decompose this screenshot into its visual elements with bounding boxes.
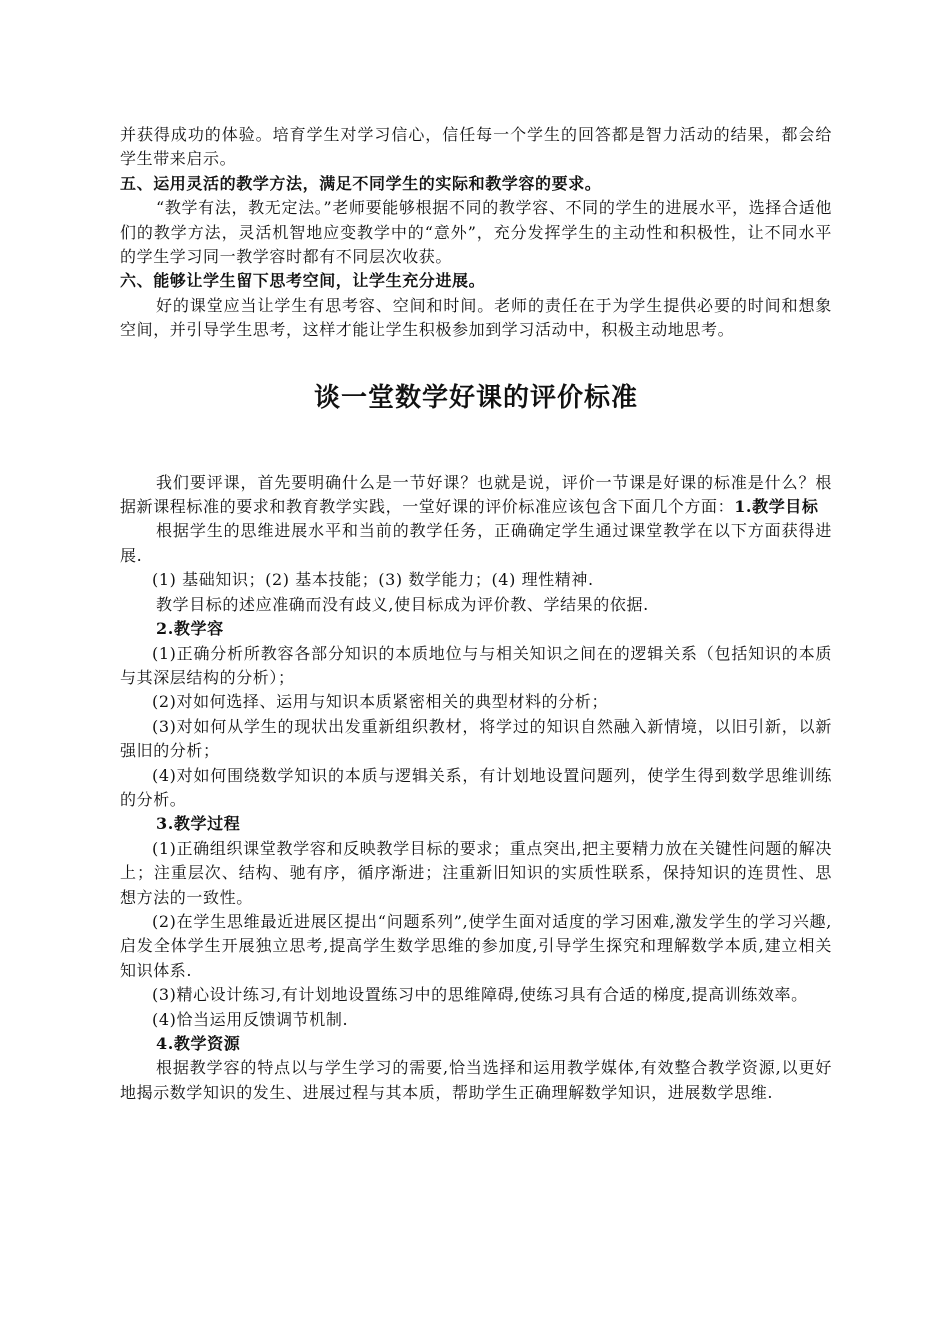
- goals-list: (1) 基础知识；(2) 基本技能；(3) 数学能力；(4) 理性精神.: [152, 570, 594, 590]
- goals-statement: 教学目标的述应准确而没有歧义,使目标成为评价教、学结果的依据.: [156, 594, 649, 614]
- heading-section-6: 六、能够让学生留下思考空间，让学生充分进展。: [120, 271, 486, 291]
- heading-section-5: 五、运用灵活的教学方法，满足不同学生的实际和教学容的要求。: [120, 173, 602, 193]
- process-item-1: (1)正确组织课堂教学容和反映教学目标的要求；重点突出,把主要精力放在关键性问题的解决上；注重层次、结构、驰有序，循序渐进；注重新旧知识的实质性联系，保持知识的连贯性、思想方法的一致性。: [120, 838, 832, 907]
- document-body: [120, 123, 832, 1105]
- paragraph-section-6: 好的课堂应当让学生有思考容、空间和时间。老师的责任在于为学生提供必要的时间和想象空间，并引导学生思考，这样才能让学生积极参加到学习活动中，积极主动地思考。: [120, 295, 832, 340]
- process-item-3: (3)精心设计练习,有计划地设置练习中的思维障碍,使练习具有合适的梯度,提高训练效率。: [152, 985, 808, 1005]
- intro-paragraph: [120, 471, 832, 520]
- intro-text: 我们要评课，首先要明确什么是一节好课？也就是说，评价一节课是好课的标准是什么？根据新课程标准的要求和教育教学实践，一堂好课的评价标准应该包含下面几个方面：: [120, 472, 832, 517]
- content-item-3: (3)对如何从学生的现状出发重新组织教材，将学过的知识自然融入新情境，以旧引新，以新强旧的分析；: [120, 716, 832, 761]
- process-item-4: (4)恰当运用反馈调节机制.: [152, 1009, 349, 1029]
- content-item-1: (1)正确分析所教容各部分知识的本质地位与与相关知识之间在的逻辑关系（包括知识的本质与其深层结构的分析）；: [120, 643, 832, 687]
- resources-paragraph: 根据教学容的特点以与学生学习的需要,恰当选择和运用教学媒体,有效整合教学资源,以更好地揭示数学知识的发生、进展过程与其本质，帮助学生正确理解数学知识，进展数学思维.: [120, 1058, 832, 1102]
- goals-paragraph: 根据学生的思维进展水平和当前的教学任务，正确确定学生通过课堂教学在以下方面获得进展.: [120, 521, 832, 565]
- heading-teaching-goals: 1.教学目标: [734, 497, 819, 517]
- paragraph-section-5: “教学有法，教无定法。”老师要能够根据不同的教学容、不同的学生的进展水平，选择合适他们的教学方法，灵活机智地应变教学中的“意外”，充分发挥学生的主动性和积极性，让不同水平的学生学习同一教学容时都有不同层次收获。: [120, 198, 832, 267]
- content-item-2: (2)对如何选择、运用与知识本质紧密相关的典型材料的分析；: [152, 692, 609, 712]
- paragraph-continuation: 并获得成功的体验。培育学生对学习信心，信任每一个学生的回答都是智力活动的结果，都会给学生带来启示。: [120, 125, 832, 169]
- process-item-2: (2)在学生思维最近进展区提出“问题系列”,使学生面对适度的学习困难,激发学生的学习兴趣,启发全体学生开展独立思考,提高学生数学思维的参加度,引导学生探究和理解数学本质,建立相关知识体系.: [120, 911, 832, 980]
- document-title: 谈一堂数学好课的评价标准: [313, 382, 638, 413]
- heading-teaching-process: 3.教学过程: [156, 814, 241, 834]
- content-item-4: (4)对如何围绕数学知识的本质与逻辑关系，有计划地设置问题列，使学生得到数学思维训练的分析。: [120, 765, 832, 809]
- heading-teaching-content: 2.教学容: [156, 619, 224, 639]
- heading-teaching-resources: 4.教学资源: [156, 1034, 241, 1053]
